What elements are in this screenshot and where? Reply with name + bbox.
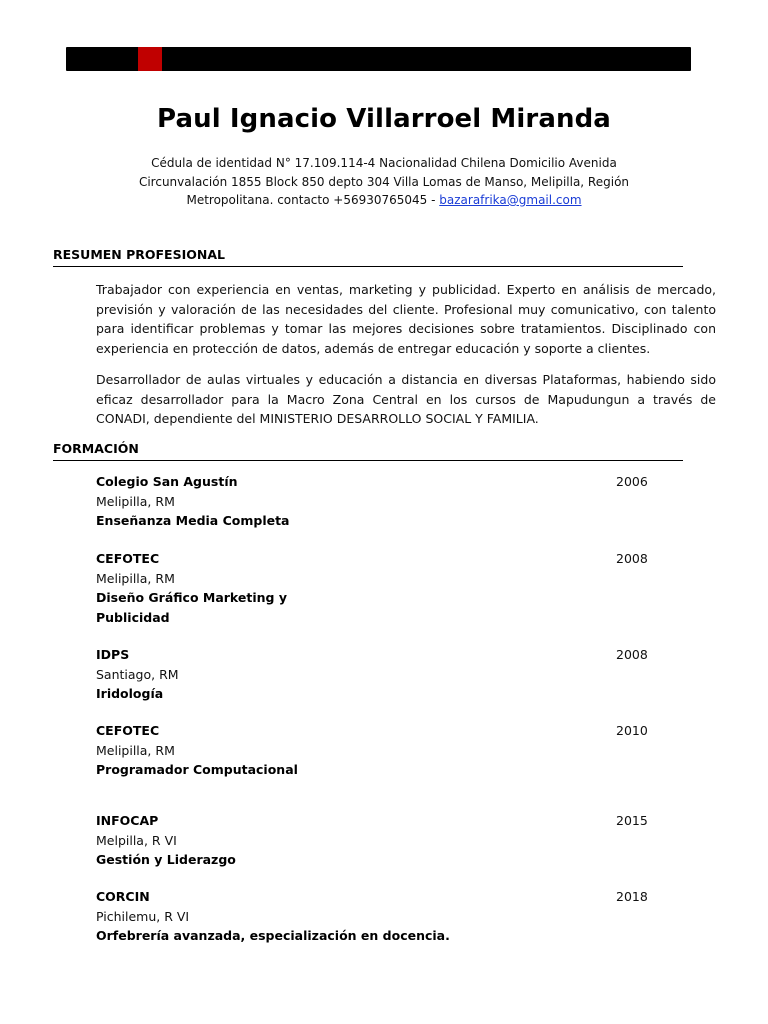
education-location: Melipilla, RM bbox=[96, 493, 175, 509]
education-year: 2015 bbox=[616, 813, 648, 828]
education-item bbox=[96, 645, 656, 704]
education-year: 2010 bbox=[616, 723, 648, 738]
education-item bbox=[96, 549, 656, 627]
education-institution: IDPS bbox=[96, 647, 130, 662]
education-year: 2008 bbox=[616, 647, 648, 662]
education-year: 2018 bbox=[616, 889, 648, 904]
education-year: 2008 bbox=[616, 551, 648, 566]
education-location: Pichilemu, R VI bbox=[96, 908, 190, 924]
education-location: Melpilla, R VI bbox=[96, 832, 177, 848]
header-bar bbox=[66, 47, 691, 71]
education-item bbox=[96, 472, 656, 531]
education-institution: INFOCAP bbox=[96, 813, 159, 828]
contact-text: Cédula de identidad N° 17.109.114-4 Nacionalidad Chilena Domicilio Avenida Circunvalación 1855 Block 850 depto 304 Villa Lomas de Manso, Melipilla, Región Metropolitana. contacto +56930765045 - bbox=[138, 156, 630, 207]
education-location: Santiago, RM bbox=[96, 666, 179, 682]
education-institution: Colegio San Agustín bbox=[96, 474, 238, 489]
education-degree: Enseñanza Media Completa bbox=[96, 513, 290, 528]
section-title-resumen: RESUMEN PROFESIONAL bbox=[53, 247, 683, 267]
education-degree: Diseño Gráfico Marketing y Publicidad bbox=[96, 590, 287, 625]
resumen-paragraph-2: Desarrollador de aulas virtuales y educación a distancia en diversas Plataformas, habiendo sido eficaz desarrollador para la Macro Zona Central en los cursos de Mapudungun a través de CONADI, dependiente del MINISTERIO DESARROLLO SOCIAL Y FAMILIA. bbox=[96, 372, 716, 426]
education-item bbox=[96, 721, 656, 780]
education-degree: Orfebrería avanzada, especialización en docencia. bbox=[96, 928, 450, 943]
education-institution: CORCIN bbox=[96, 889, 150, 904]
candidate-name: Paul Ignacio Villarroel Miranda bbox=[157, 104, 611, 134]
education-location: Melipilla, RM bbox=[96, 570, 175, 586]
education-degree: Iridología bbox=[96, 686, 164, 701]
resumen-paragraph-1: Trabajador con experiencia en ventas, marketing y publicidad. Experto en análisis de mercado, previsión y valoración de las necesidades del cliente. Profesional muy comunicativo, con talento para identificar problemas y tomar las mejores decisiones sobre tratamientos. Disciplinado con experiencia en protección de datos, además de entregar educación y soporte a clientes. bbox=[96, 282, 716, 356]
education-institution: CEFOTEC bbox=[96, 551, 160, 566]
section-title-formacion: FORMACIÓN bbox=[53, 441, 683, 461]
contact-info bbox=[110, 154, 658, 210]
education-degree: Gestión y Liderazgo bbox=[96, 852, 236, 867]
education-item bbox=[96, 811, 656, 870]
education-institution: CEFOTEC bbox=[96, 723, 160, 738]
education-location: Melipilla, RM bbox=[96, 742, 175, 758]
education-year: 2006 bbox=[616, 474, 648, 489]
education-degree: Programador Computacional bbox=[96, 762, 298, 777]
email-link[interactable]: bazarafrika@gmail.com bbox=[439, 193, 582, 207]
header-accent-block bbox=[138, 47, 162, 71]
education-item bbox=[96, 887, 656, 946]
